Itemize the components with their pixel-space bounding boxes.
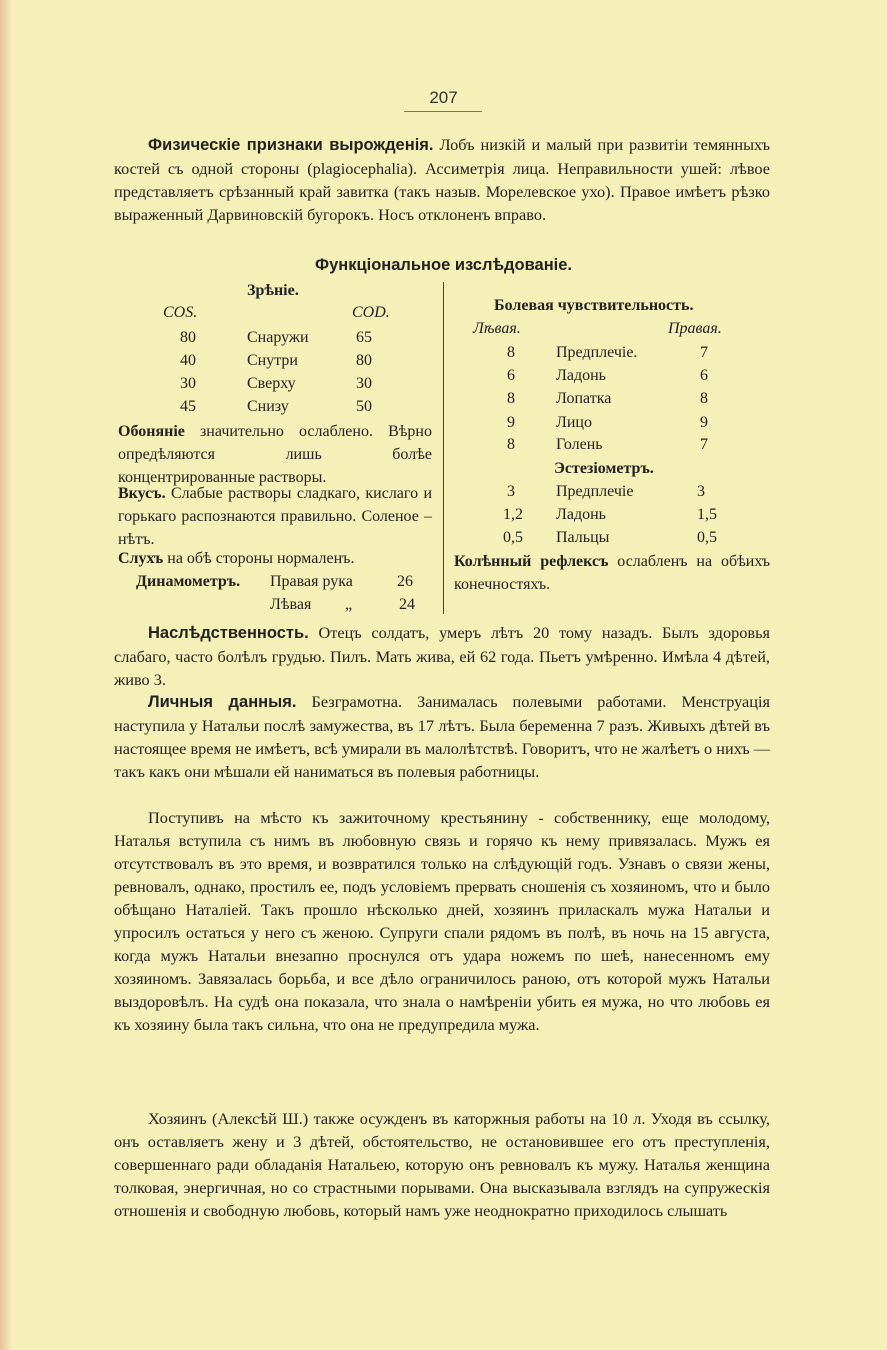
- vision-cell: 65: [356, 329, 372, 346]
- knee-reflex-paragraph: [454, 550, 770, 596]
- pain-cell: Лопатка: [556, 390, 612, 407]
- esthesiometer-cell: 1,2: [503, 506, 523, 523]
- pain-cell: Лицо: [556, 414, 592, 431]
- pain-cell: 8: [507, 436, 515, 453]
- functional-exam-title: Функцiональное изслѣдованiе.: [314, 256, 572, 274]
- vision-col-cos: COS.: [163, 304, 198, 321]
- smell-text: значительно ослаблено. Вѣрно опредѣляются лишь болѣе концентрированные растворы.: [118, 423, 432, 486]
- smell-label: Обонянiе: [118, 423, 185, 440]
- vision-cell: 30: [180, 375, 196, 392]
- physical-signs-heading: Физическiе признаки вырожденiя.: [148, 136, 434, 154]
- vision-cell: 80: [180, 329, 196, 346]
- vision-col-cod: COD.: [352, 304, 390, 321]
- heredity-text: Отецъ солдатъ, умеръ лѣтъ 20 тому назадъ. Былъ здоровья слабаго, часто болѣлъ грудью. Пилъ. Мать жива, ей 62 года. Пьетъ умѣренно. Имѣла 4 дѣтей, живо 3.: [114, 623, 770, 689]
- pain-title: Болевая чувствительность.: [494, 297, 694, 314]
- pain-cell: 9: [507, 414, 515, 431]
- smell-paragraph: [118, 420, 432, 489]
- physical-signs-text: Лобъ низкiй и малый при развитiи темянныхъ костей съ одной стороны (plagiocephalia). Ассиметрiя лица. Неправильности ушей: лѣвое представляетъ срѣзанный край завитка (такъ назыв. Морелевское ухо). Правое имѣетъ рѣзко выраженный Дарвиновскiй бугорокъ. Носъ отклоненъ вправо.: [114, 135, 770, 224]
- esthesiometer-title: Эстезiометръ.: [554, 460, 654, 477]
- esthesiometer-cell: Пальцы: [556, 529, 610, 546]
- vision-cell: 40: [180, 352, 196, 369]
- dynamometer-right-value: 26: [397, 573, 413, 590]
- esthesiometer-cell: 1,5: [697, 506, 717, 523]
- taste-text: Слабые растворы сладкаго, кислаго и горькаго распознаются правильно. Соленое – нѣтъ.: [118, 485, 432, 548]
- pain-cell: Голень: [556, 436, 603, 453]
- column-divider: [443, 282, 444, 614]
- knee-reflex-text: ослабленъ на обѣихъ конечностяхъ.: [454, 553, 771, 593]
- pain-cell: 7: [700, 344, 708, 361]
- physical-signs-paragraph: [114, 133, 770, 226]
- esthesiometer-cell: 0,5: [503, 529, 523, 546]
- page-number-rule: [404, 111, 482, 112]
- vision-cell: Снутри: [247, 352, 298, 369]
- pain-col-left: Лѣвая.: [473, 320, 521, 337]
- dynamometer-left-value: 24: [399, 596, 415, 613]
- taste-label: Вкусъ.: [118, 485, 166, 502]
- vision-cell: 30: [356, 375, 372, 392]
- page-edge-shadow: [0, 0, 12, 1350]
- knee-reflex-label: Колѣнный рефлексъ: [454, 553, 609, 570]
- esthesiometer-cell: 0,5: [697, 529, 717, 546]
- pain-cell: 9: [700, 414, 708, 431]
- page-number: 207: [429, 88, 458, 107]
- pain-cell: 6: [507, 367, 515, 384]
- hearing-paragraph: [118, 547, 432, 570]
- dynamometer-ditto: „: [345, 596, 353, 613]
- pain-cell: 8: [700, 390, 708, 407]
- personal-data-text: Безграмотна. Занималась полевыми работами. Менструацiя наступила у Натальи послѣ замужества, въ 17 лѣтъ. Была беременна 7 разъ. Живыхъ дѣтей въ настоящее время не имѣетъ, всѣ умирали въ малолѣтствѣ. Говоритъ, что не жалѣетъ о нихъ — такъ какъ они мѣшали ей наниматься въ полевыя работницы.: [114, 692, 770, 781]
- esthesiometer-cell: 3: [697, 483, 705, 500]
- vision-cell: Снизу: [247, 398, 289, 415]
- personal-data-paragraph: [114, 690, 770, 783]
- pain-cell: 7: [700, 436, 708, 453]
- personal-data-heading: Личныя данныя.: [148, 693, 297, 711]
- hearing-text: на обѣ стороны нормаленъ.: [167, 550, 355, 567]
- pain-cell: Ладонь: [556, 367, 606, 384]
- esthesiometer-cell: 3: [507, 483, 515, 500]
- esthesiometer-cell: Ладонь: [556, 506, 606, 523]
- owner-paragraph: Хозяинъ (Алексѣй Ш.) также осужденъ въ каторжныя работы на 10 л. Уходя въ ссылку, онъ оставляетъ жену и 3 дѣтей, обстоятельство, не остановившее его отъ преступленiя, совершеннаго ради обладанiя Натальею, которую онъ ревновалъ къ мужу. Наталья женщина толковая, энергичная, но со страстными порывами. Она высказывала взглядъ на супружескiя отношенiя и свободную любовь, который намъ уже неоднократно приходилось слышать: [114, 1109, 770, 1220]
- hearing-label: Слухъ: [118, 550, 164, 567]
- vision-cell: Снаружи: [247, 329, 309, 346]
- vision-cell: 45: [180, 398, 196, 415]
- pain-cell: 8: [507, 344, 515, 361]
- pain-cell: Предплечiе.: [556, 344, 638, 361]
- esthesiometer-cell: Предплечiе: [556, 483, 634, 500]
- story-paragraph: Поступивъ на мѣсто къ зажиточному крестьянину - собственнику, еще молодому, Наталья вступила съ нимъ въ любовную связь и горячо къ нему привязалась. Мужъ ея отсутствовалъ въ это время, и возвратился только на слѣдующiй годъ. Узнавъ о связи жены, ревновалъ, однако, простилъ ее, подъ условiемъ прервать сношенiя съ хозяиномъ, что и было обѣщано Наталiей. Такъ прошло нѣсколько дней, хозяинъ приласкалъ мужа Натальи и упросилъ остаться у него съ женою. Супруги спали рядомъ въ полѣ, въ ночь на 15 августа, когда мужъ Натальи внезапно проснулся отъ удара ножемъ по шеѣ, нанесенномъ ему хозяиномъ. Завязалась борьба, и все дѣло ограничилось раною, отъ которой мужъ Натальи выздоровѣлъ. На судѣ она показала, что знала о намѣренiи убить ея мужа, но что любовь ея къ хозяину была такъ сильна, что она не предупредила мужа.: [114, 808, 770, 1034]
- vision-cell: 80: [356, 352, 372, 369]
- dynamometer-label: Динамометръ.: [136, 573, 241, 590]
- dynamometer-right-label: Правая рука: [270, 573, 353, 590]
- pain-cell: 8: [507, 390, 515, 407]
- vision-cell: 50: [356, 398, 372, 415]
- taste-paragraph: [118, 482, 432, 551]
- pain-cell: 6: [700, 367, 708, 384]
- dynamometer-left-label: Лѣвая: [270, 596, 312, 613]
- heredity-heading: Наслѣдственность.: [148, 624, 309, 642]
- vision-cell: Сверху: [247, 375, 296, 392]
- heredity-paragraph: [114, 621, 770, 691]
- vision-title: Зрѣнiе.: [247, 282, 299, 299]
- pain-col-right: Правая.: [668, 320, 722, 337]
